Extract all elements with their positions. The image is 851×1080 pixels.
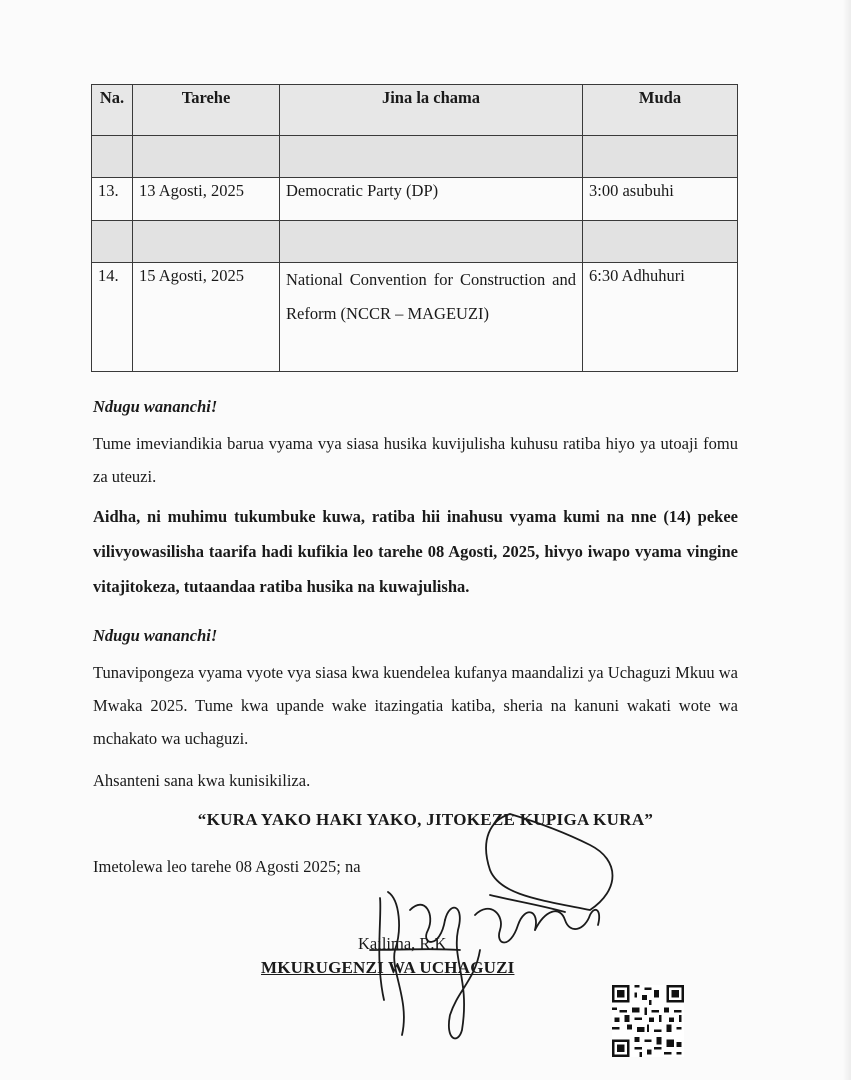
cell-date: 13 Agosti, 2025 [133, 178, 280, 221]
spacer-cell [92, 136, 133, 178]
thanks-line: Ahsanteni sana kwa kunisikiliza. [93, 771, 311, 790]
issued-line: Imetolewa leo tarehe 08 Agosti 2025; na [93, 857, 361, 876]
table-row [92, 178, 738, 221]
spacer-cell [583, 136, 738, 178]
cell-no: 14. [92, 263, 133, 372]
header-time: Muda [583, 85, 738, 136]
table-spacer-row [92, 136, 738, 178]
spacer-cell [583, 221, 738, 263]
signer-title: MKURUGENZI WA UCHAGUZI [261, 958, 515, 977]
greeting-1: Ndugu wananchi! [93, 397, 218, 416]
table-spacer-row [92, 221, 738, 263]
spacer-cell [92, 221, 133, 263]
slogan: “KURA YAKO HAKI YAKO, JITOKEZE KUPIGA KURA” [197, 810, 654, 829]
paragraph-1: Tume imeviandikia barua vyama vya siasa husika kuvijulisha kuhusu ratiba hiyo ya utoaji fomu za uteuzi. [93, 434, 738, 486]
qr-code-icon [612, 985, 684, 1057]
header-date: Tarehe [133, 85, 280, 136]
signer-name: Kailima, R.K [358, 934, 447, 953]
spacer-cell [280, 136, 583, 178]
signature-icon [340, 800, 620, 1050]
spacer-cell [133, 221, 280, 263]
spacer-cell [280, 221, 583, 263]
table-header-row [92, 85, 738, 136]
page-edge-shadow [843, 0, 851, 1080]
greeting-2: Ndugu wananchi! [93, 626, 218, 645]
cell-party: National Convention for Construction and Reform (NCCR – MAGEUZI) [280, 263, 583, 372]
header-party: Jina la chama [280, 85, 583, 136]
cell-time: 6:30 Adhuhuri [583, 263, 738, 372]
spacer-cell [133, 136, 280, 178]
schedule-table [91, 84, 738, 372]
paragraph-2: Aidha, ni muhimu tukumbuke kuwa, ratiba hii inahusu vyama kumi na nne (14) pekee vilivyowasilisha taarifa hadi kufikia leo tarehe 08 Agosti, 2025, hivyo iwapo vyama vingine vitajitokeza, tutaandaa ratiba husika na kuwajulisha. [93, 507, 738, 596]
cell-no: 13. [92, 178, 133, 221]
cell-party: Democratic Party (DP) [280, 178, 583, 221]
header-no: Na. [92, 85, 133, 136]
table-row [92, 263, 738, 372]
cell-date: 15 Agosti, 2025 [133, 263, 280, 372]
cell-time: 3:00 asubuhi [583, 178, 738, 221]
paragraph-3: Tunavipongeza vyama vyote vya siasa kwa kuendelea kufanya maandalizi ya Uchaguzi Mkuu wa Mwaka 2025. Tume kwa upande wake itazingatia katiba, sheria na kanuni wakati wote wa mchakato wa uchaguzi. [93, 663, 738, 748]
